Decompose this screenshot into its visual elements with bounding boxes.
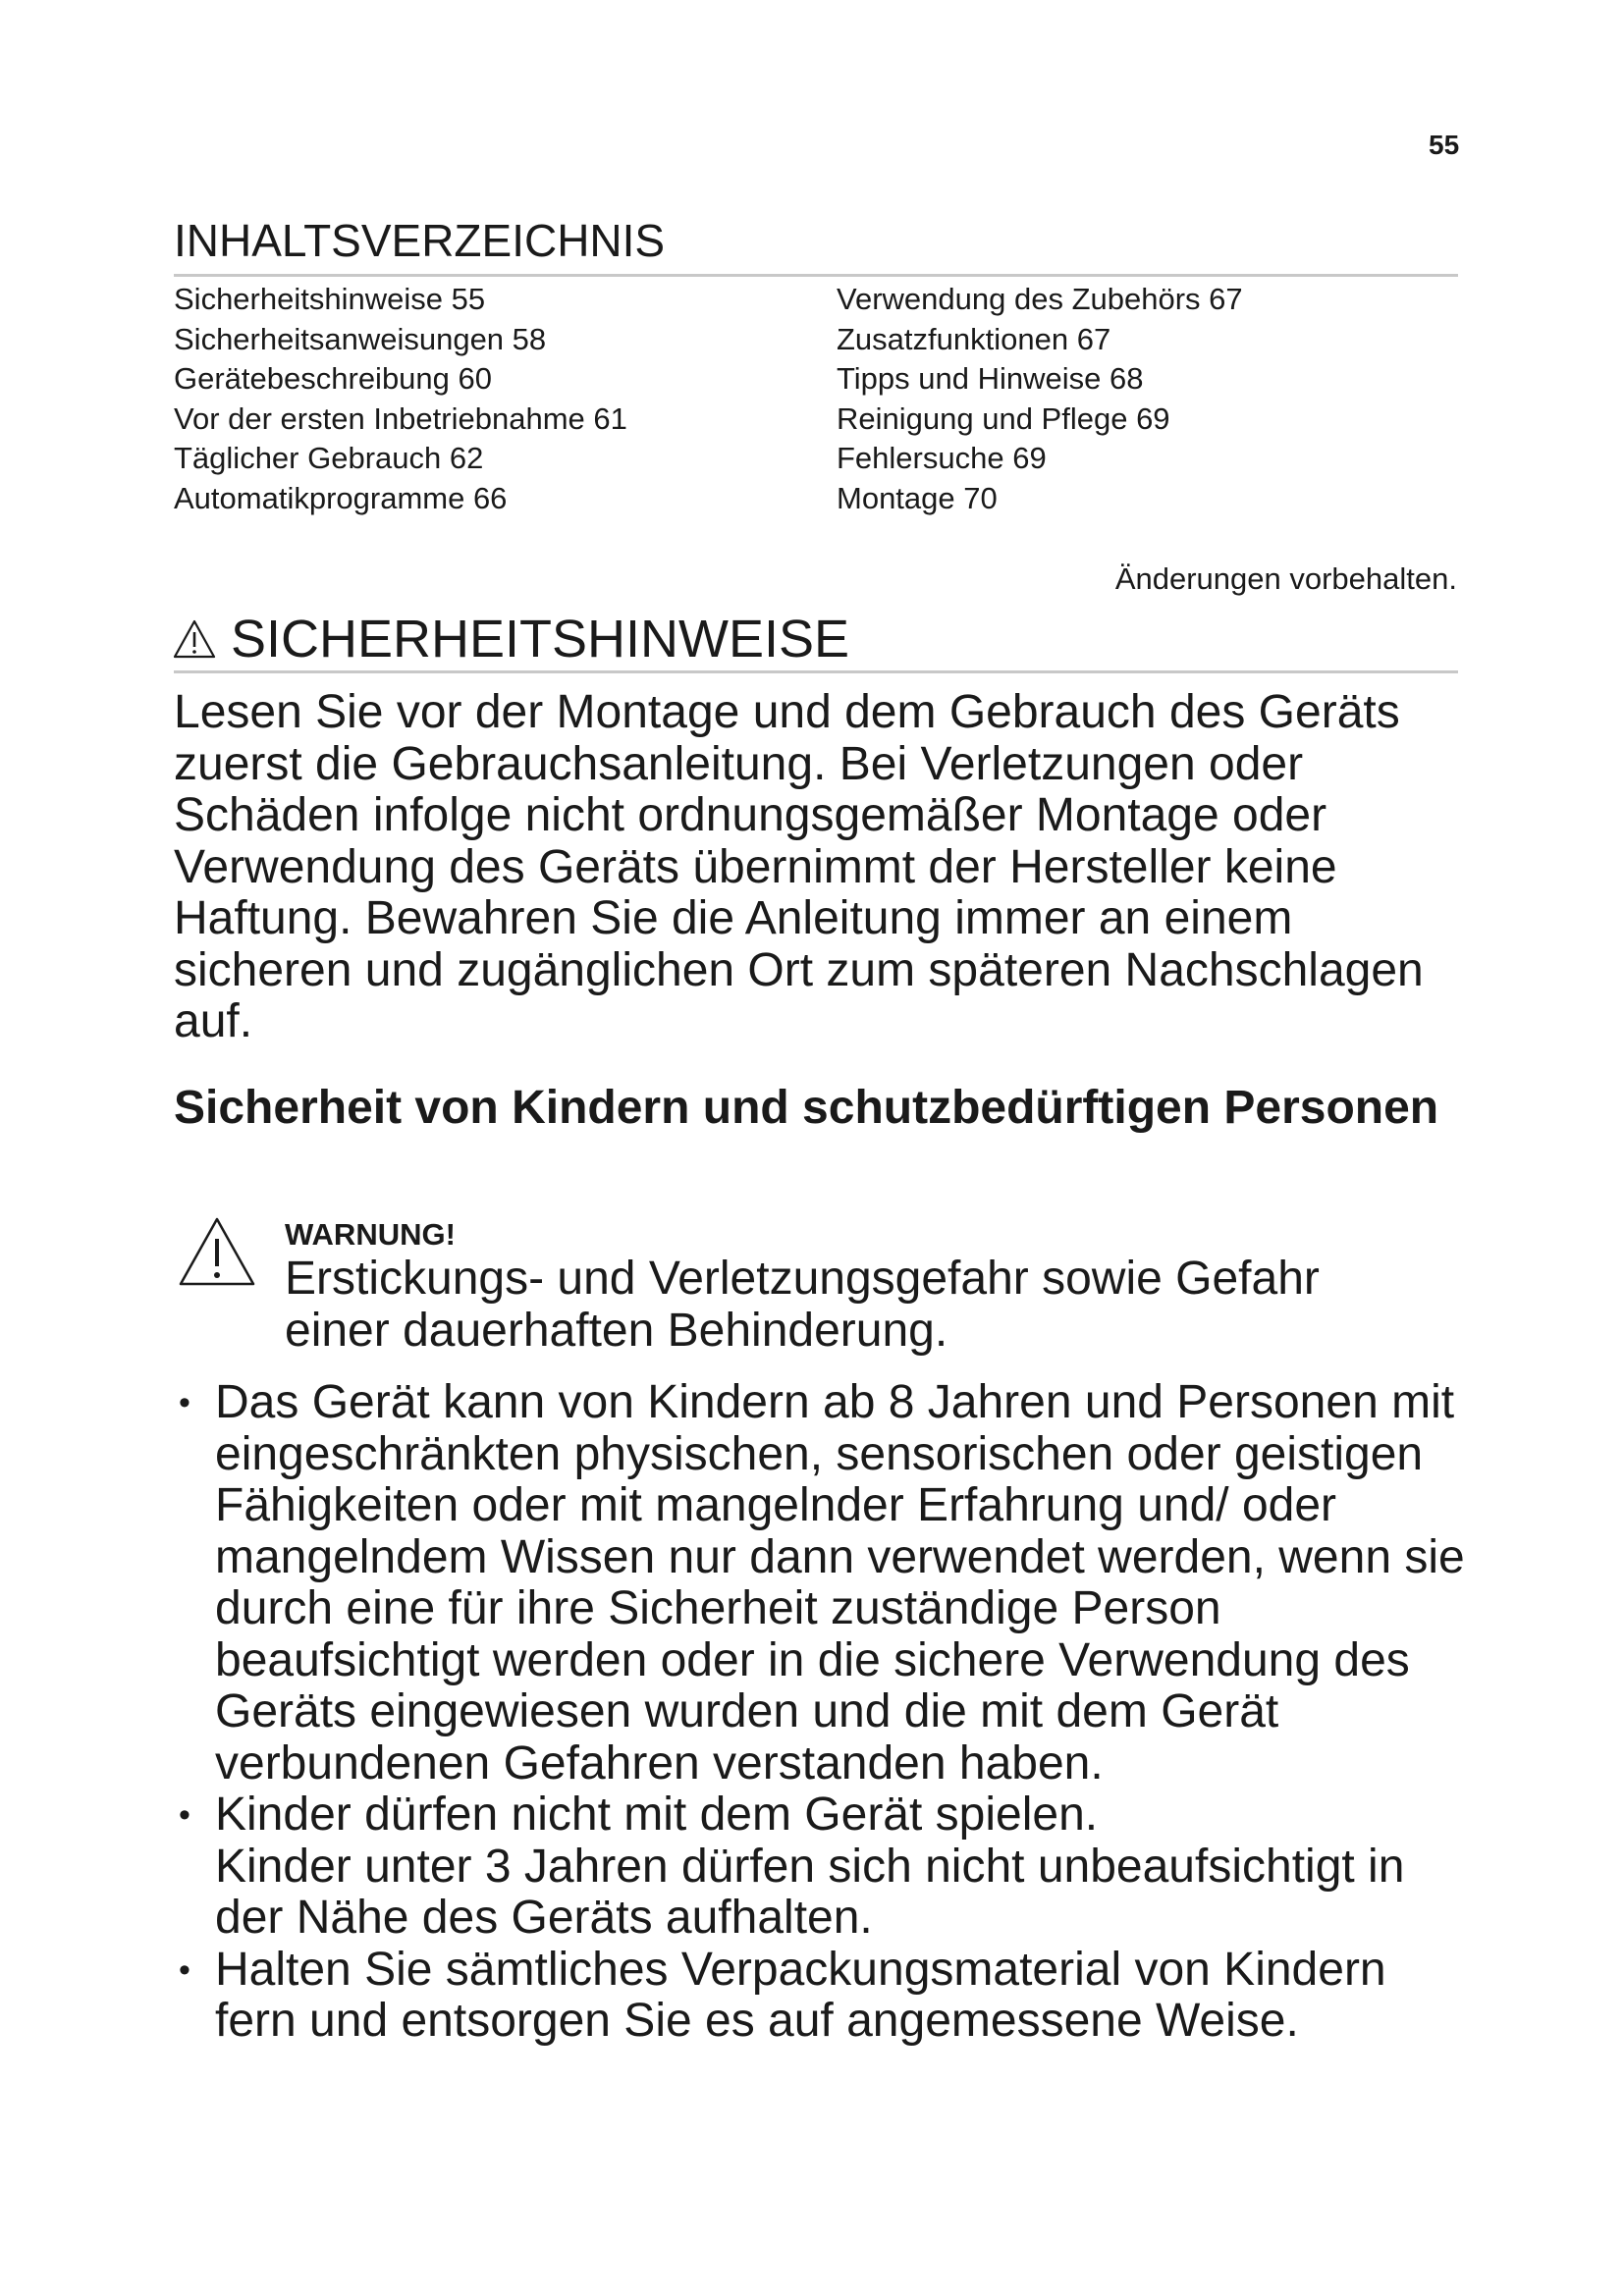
toc-entry: Montage 70 — [837, 480, 998, 515]
toc-left-column — [174, 280, 627, 518]
toc-right-column — [837, 280, 1243, 518]
toc-entry: Gerätebeschreibung 60 — [174, 361, 493, 396]
toc-entry: Tipps und Hinweise 68 — [837, 361, 1144, 396]
warning-label: WARNUNG! — [285, 1217, 456, 1252]
changes-note: Änderungen vorbehalten. — [1114, 561, 1457, 596]
bullet-dot: • — [179, 1950, 190, 1989]
bullet-dot: • — [179, 1384, 190, 1421]
intro-paragraph: Lesen Sie vor der Montage und dem Gebrauch des Geräts zuerst die Gebrauchsanleitung. Bei Verletzungen oder Schäden infolge nicht ordnungsgemäßer Montage oder Verwendung des Geräts übernimmt der Hersteller keine Haftung. Bewahren Sie die Anleitung immer an einem sicheren und zugänglichen Ort zum späteren Nachschlagen auf. — [174, 686, 1424, 1047]
toc-entry: Vor der ersten Inbetriebnahme 61 — [174, 400, 627, 436]
safety-divider — [174, 670, 1458, 673]
toc-divider — [174, 274, 1458, 277]
list-item — [174, 1377, 1470, 1789]
toc-entry: Fehlersuche 69 — [837, 441, 1047, 475]
safety-heading-label: SICHERHEITSHINWEISE — [231, 610, 850, 668]
warning-icon — [177, 1215, 257, 1288]
list-item-text: Das Gerät kann von Kindern ab 8 Jahren und Personen mit eingeschränkten physischen, sensorischen oder geistigen Fähigkeiten oder mit mangelnder Erfahrung und/ oder mangelndem Wissen nur dann verwendet werden, wenn sie durch eine für ihre Sicherheit zuständige Person beaufsichtigt werden oder in die sichere Verwendung des Geräts eingewiesen wurden und die mit dem Gerät verbundenen Gefahren verstanden haben. — [215, 1376, 1465, 1789]
children-safety-heading: Sicherheit von Kindern und schutzbedürftigen Personen — [174, 1082, 1439, 1134]
list-item — [174, 1945, 1470, 2048]
toc-entry: Reinigung und Pflege 69 — [837, 400, 1170, 436]
warning-triangle-icon — [172, 618, 217, 660]
list-item-text-continued: Kinder unter 3 Jahren dürfen sich nicht unbeaufsichtigt in der Nähe des Geräts aufhalten. — [215, 1840, 1405, 1944]
safety-heading — [172, 609, 849, 669]
toc-entry: Sicherheitshinweise 55 — [174, 282, 486, 316]
safety-bullet-list — [174, 1377, 1470, 2048]
page-number: 55 — [1429, 130, 1460, 160]
list-item — [174, 1789, 1470, 1945]
warning-text: Erstickungs- und Verletzungsgefahr sowie Gefahr einer dauerhaften Behinderung. — [285, 1253, 1320, 1357]
toc-title: INHALTSVERZEICHNIS — [174, 215, 666, 266]
list-item-text: Kinder dürfen nicht mit dem Gerät spielen. — [215, 1789, 1099, 1841]
toc-entry: Verwendung des Zubehörs 67 — [837, 282, 1243, 316]
toc-entry: Automatikprogramme 66 — [174, 480, 508, 515]
toc-entry: Sicherheitsanweisungen 58 — [174, 321, 547, 356]
toc-entry: Zusatzfunktionen 67 — [837, 321, 1111, 356]
toc-entry: Täglicher Gebrauch 62 — [174, 441, 484, 475]
bullet-dot: • — [179, 1796, 190, 1834]
list-item-text: Halten Sie sämtliches Verpackungsmaterial von Kindern fern und entsorgen Sie es auf angemessene Weise. — [215, 1943, 1386, 2047]
